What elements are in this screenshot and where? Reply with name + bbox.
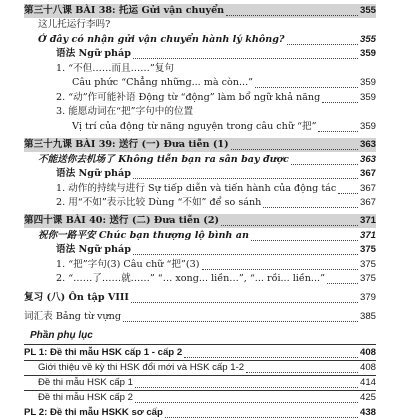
toc-entry[interactable]: 语法 Ngữ pháp 367 [56, 168, 376, 179]
toc-lesson-38[interactable]: 第三十八课 BÀI 38: 托运 Gửi vận chuyển 355 [24, 5, 376, 16]
toc-appendix-1[interactable]: PL 1: Đề thi mẫu HSK cấp 1 - cấp 2 408 [24, 347, 376, 358]
appendix-header: Phần phụ lục [30, 330, 93, 341]
toc-entry[interactable]: Đề thi mẫu HSK cấp 2 425 [38, 392, 376, 403]
toc-entry[interactable]: 2. 用“不如”表示比较 Dùng “不如” để so sánh 367 [56, 197, 376, 208]
toc-entry[interactable]: 不能送你去机场了 Không tiễn bạn ra sân bay được 363 [38, 154, 376, 165]
toc-entry[interactable]: 语法 Ngữ pháp 375 [56, 244, 376, 255]
toc-lesson-39[interactable]: 第三十九课 BÀI 39: 送行 (一) Đưa tiễn (1) 363 [24, 139, 376, 150]
toc-entry[interactable]: 语法 Ngữ pháp 359 [56, 48, 376, 59]
toc-review-8[interactable]: 复习 (八) Ôn tập VIII 379 [24, 292, 376, 303]
toc-vocabulary[interactable]: 词汇表 Bảng từ vựng 385 [24, 311, 376, 322]
toc-entry[interactable]: 3. 能愿动词在“把”字句中的位置 [56, 106, 194, 117]
toc-lesson-40[interactable]: 第四十课 BÀI 40: 送行 (二) Đưa tiễn (2) 371 [24, 215, 376, 226]
toc-entry[interactable]: 1. 动作的持续与进行 Sự tiếp diễn và tiến hành của động tác 367 [56, 183, 376, 194]
toc-entry[interactable]: Đề thi mẫu HSK cấp 1 414 [38, 377, 376, 388]
toc-entry[interactable]: 1. “不但……而且……”复句 [56, 63, 174, 74]
toc-entry[interactable]: Vị trí của động từ năng nguyện trong câu chữ “把” 359 [72, 121, 376, 132]
toc-entry[interactable]: 2. “……了……就……” “… xong... liền…”, “... rồi... liền...” 375 [56, 273, 376, 284]
toc-entry[interactable]: Ở đây có nhận gửi vận chuyển hành lý không? 355 [38, 34, 376, 45]
toc-entry[interactable]: Giới thiệu về kỳ thi HSK đổi mới và HSK cấp 1-2 408 [38, 362, 376, 373]
divider [24, 344, 376, 345]
toc-entry[interactable]: Câu phức “Chẳng những... mà còn...” 359 [72, 77, 376, 88]
toc-entry[interactable]: 祝你一路平安 Chúc bạn thượng lộ bình an 371 [38, 230, 376, 241]
toc-appendix-2[interactable]: PL 2: Đề thi mẫu HSKK sơ cấp 438 [24, 407, 376, 418]
toc-entry[interactable]: 1. “把”字句(3) Câu chữ “把”(3) 375 [56, 259, 376, 270]
toc-entry[interactable]: 2. “动”作可能补语 Động từ “động” làm bổ ngữ khả năng 359 [56, 92, 376, 103]
toc-entry[interactable]: 这儿托运行李吗? [38, 19, 111, 30]
